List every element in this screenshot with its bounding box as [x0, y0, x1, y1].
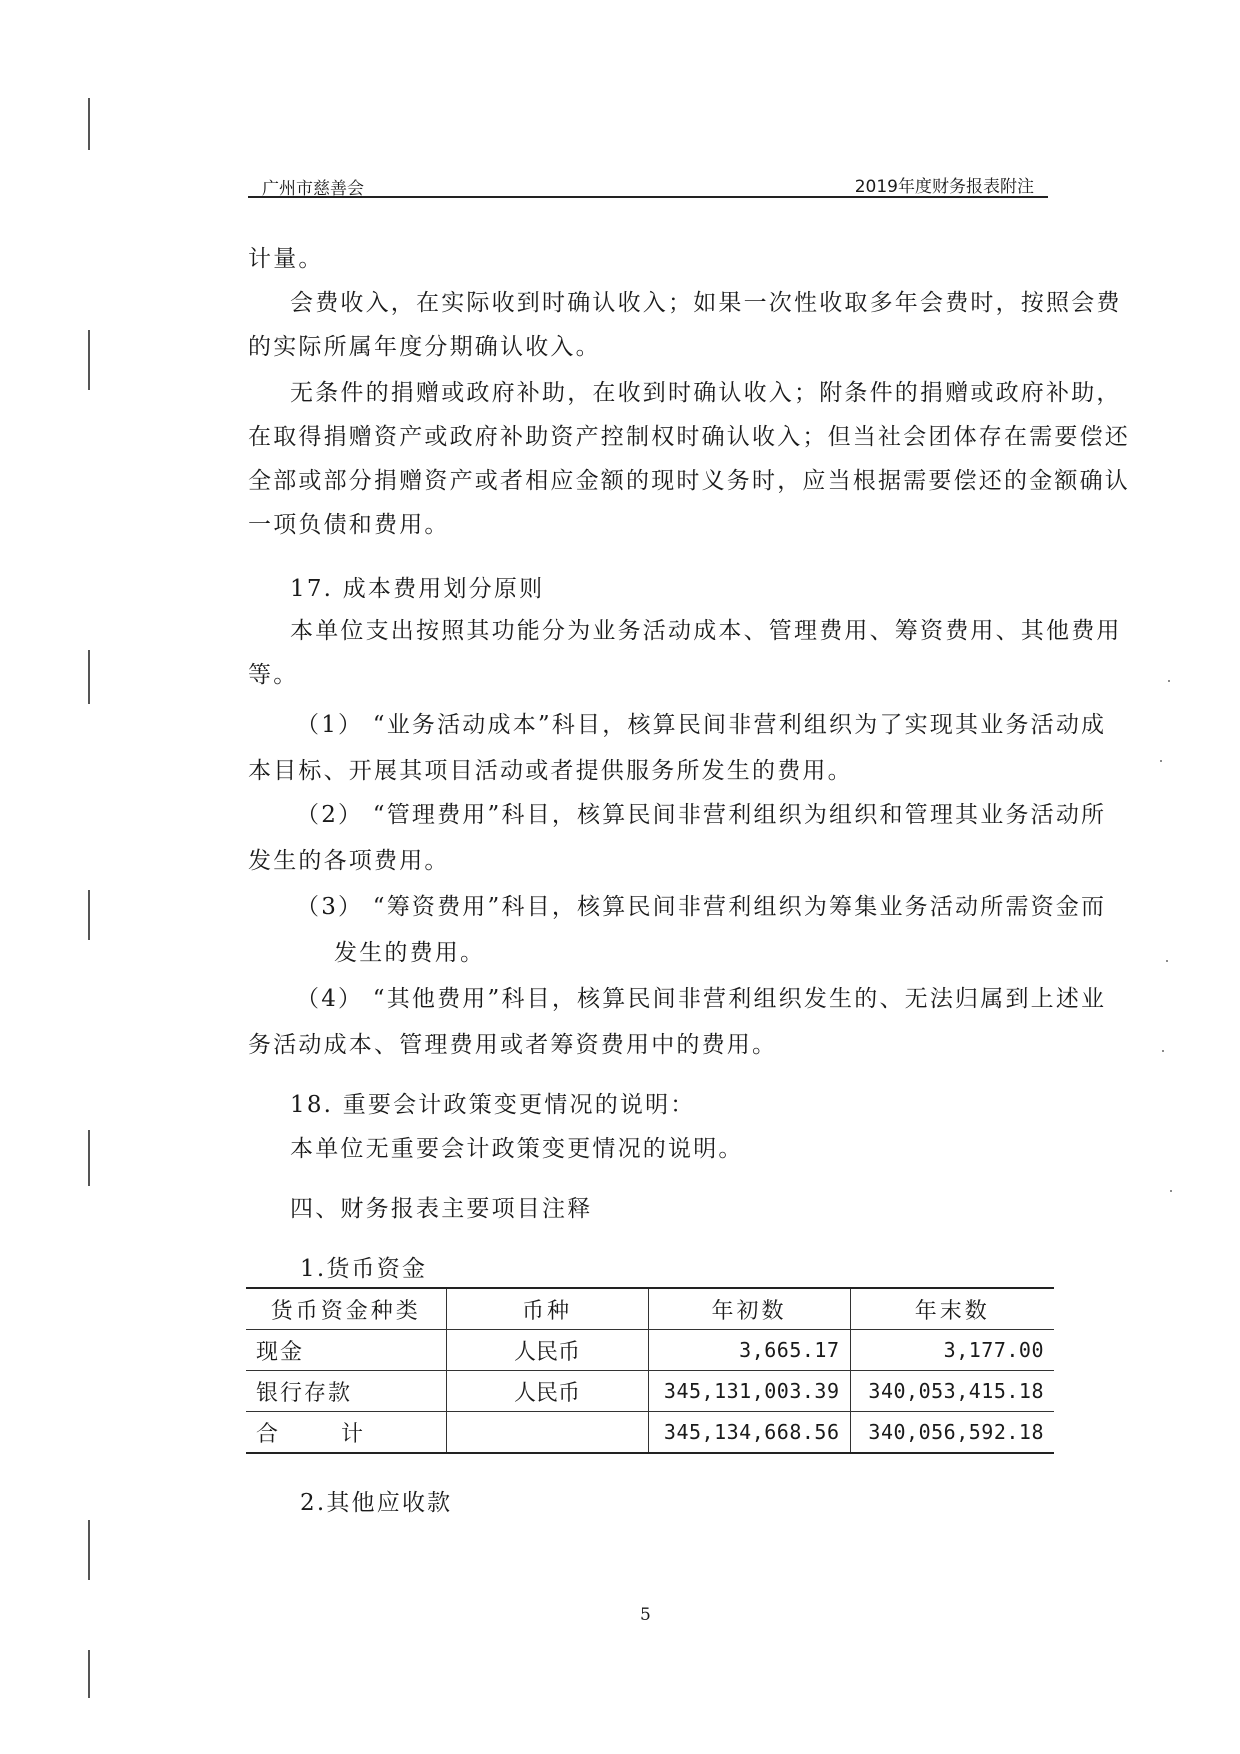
binding-mark — [88, 890, 90, 940]
page-number: 5 — [640, 1605, 651, 1625]
binding-mark — [88, 650, 90, 704]
list-item-line: （4） “其他费用”科目，核算民间非营利组织发生的、无法归属到上述业 — [296, 986, 1107, 1012]
binding-mark — [88, 98, 90, 150]
paragraph-line: 计量。 — [248, 246, 324, 272]
list-item-line: 发生的各项费用。 — [248, 848, 450, 874]
paragraph-line: 等。 — [248, 662, 299, 688]
table-row — [246, 1330, 1054, 1371]
section-title-17: 17. 成本费用划分原则 — [290, 576, 545, 602]
table-header-row — [246, 1288, 1054, 1330]
paragraph-line: 无条件的捐赠或政府补助，在收到时确认收入；附条件的捐赠或政府补助， — [290, 380, 1122, 406]
paragraph-line: 在取得捐赠资产或政府补助资产控制权时确认收入；但当社会团体存在需要偿还 — [248, 424, 1130, 450]
binding-mark — [88, 330, 90, 390]
table-cell: 3,665.17 — [648, 1330, 850, 1371]
table-cell: 现金 — [246, 1330, 446, 1371]
scan-dot — [1160, 760, 1162, 762]
paragraph-line: 的实际所属年度分期确认收入。 — [248, 334, 601, 360]
table-cell: 人民币 — [446, 1330, 648, 1371]
column-header: 年末数 — [850, 1288, 1054, 1330]
table-cell: 345,131,003.39 — [648, 1371, 850, 1412]
paragraph-line: 本单位无重要会计政策变更情况的说明。 — [290, 1136, 744, 1162]
table-cell: 340,053,415.18 — [850, 1371, 1054, 1412]
header-rule — [248, 196, 1048, 198]
column-header: 币种 — [446, 1288, 648, 1330]
scan-dot — [1168, 680, 1170, 682]
list-item-line: （3） “筹资费用”科目，核算民间非营利组织为筹集业务活动所需资金而 — [296, 894, 1107, 920]
scan-dot — [1166, 960, 1168, 962]
list-item-line: 本目标、开展其项目活动或者提供服务所发生的费用。 — [248, 758, 853, 784]
binding-mark — [88, 1650, 90, 1698]
list-item-line: （1） “业务活动成本”科目，核算民间非营利组织为了实现其业务活动成 — [296, 712, 1107, 738]
table-cell: 人民币 — [446, 1371, 648, 1412]
binding-mark — [88, 1520, 90, 1580]
table-cell: 345,134,668.56 — [648, 1412, 850, 1454]
section-title-4: 四、财务报表主要项目注释 — [290, 1196, 593, 1222]
paragraph-line: 本单位支出按照其功能分为业务活动成本、管理费用、筹资费用、其他费用 — [290, 618, 1122, 644]
paragraph-line: 会费收入，在实际收到时确认收入；如果一次性收取多年会费时，按照会费 — [290, 290, 1122, 316]
table-cell — [446, 1412, 648, 1454]
scan-dot — [1170, 1190, 1172, 1192]
table-row — [246, 1371, 1054, 1412]
header-doc-title: 2019年度财务报表附注 — [854, 177, 1034, 197]
section-title-18: 18. 重要会计政策变更情况的说明： — [290, 1092, 696, 1118]
table-cell: 340,056,592.18 — [850, 1412, 1054, 1454]
paragraph-line: 一项负债和费用。 — [248, 512, 450, 538]
column-header: 货币资金种类 — [246, 1288, 446, 1330]
binding-mark — [88, 1130, 90, 1186]
list-item-line: 发生的费用。 — [334, 940, 486, 966]
cash-table — [246, 1287, 1054, 1454]
table-cell: 3,177.00 — [850, 1330, 1054, 1371]
table-title: 1.货币资金 — [300, 1256, 428, 1282]
paragraph-line: 全部或部分捐赠资产或者相应金额的现时义务时，应当根据需要偿还的金额确认 — [248, 468, 1130, 494]
table-cell: 合 计 — [246, 1412, 446, 1454]
table-cell: 银行存款 — [246, 1371, 446, 1412]
scan-dot — [1162, 1050, 1164, 1052]
list-item-line: （2） “管理费用”科目，核算民间非营利组织为组织和管理其业务活动所 — [296, 802, 1107, 828]
table-total-row — [246, 1412, 1054, 1454]
header-org: 广州市慈善会 — [262, 179, 364, 199]
list-item-line: 务活动成本、管理费用或者筹资费用中的费用。 — [248, 1032, 778, 1058]
section-title-receivables: 2.其他应收款 — [300, 1490, 453, 1516]
column-header: 年初数 — [648, 1288, 850, 1330]
